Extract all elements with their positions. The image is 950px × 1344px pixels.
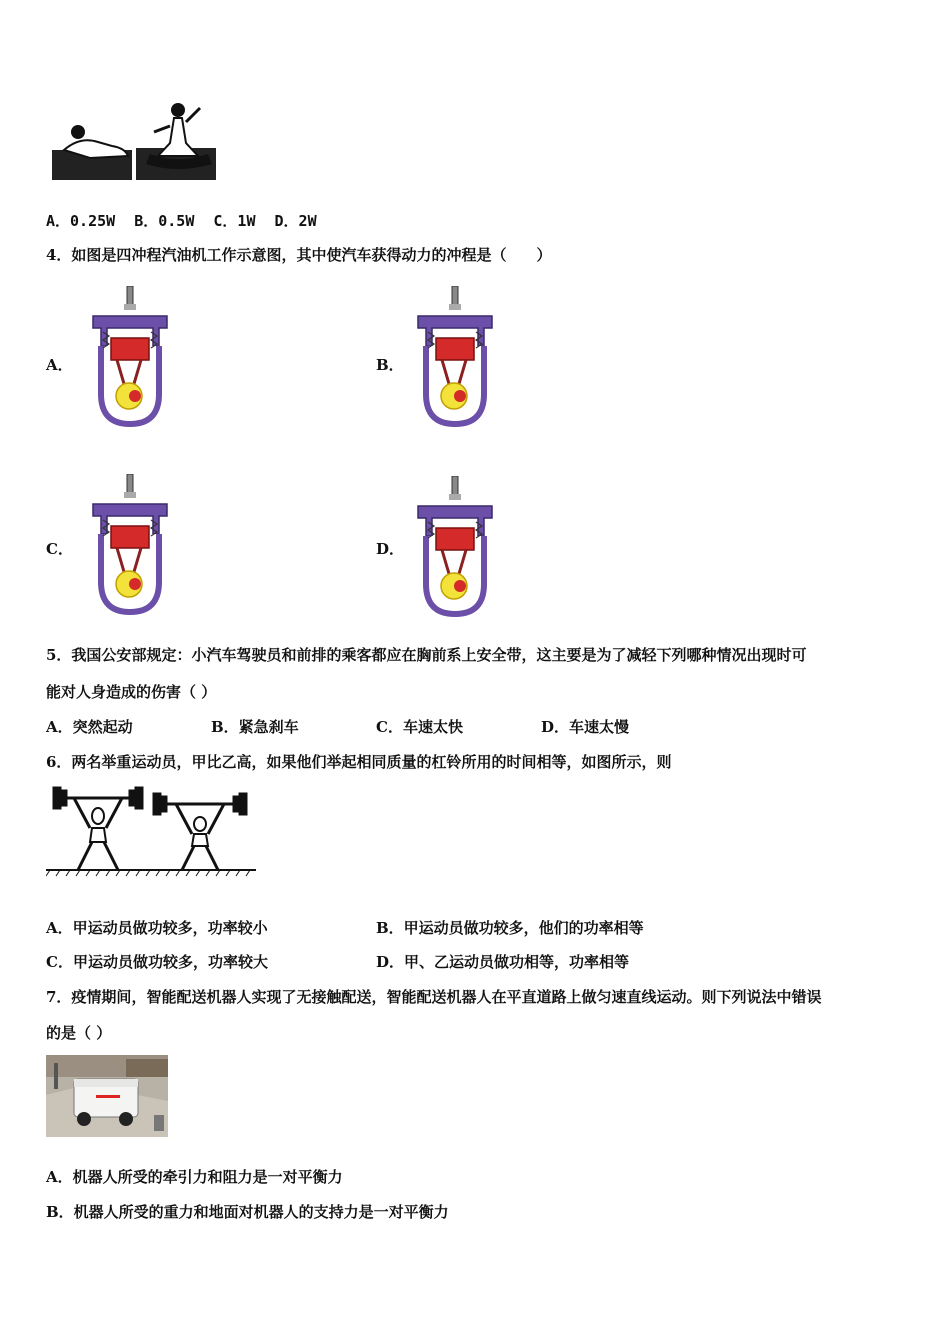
q7-stem-line2: 的是（ ）: [46, 1024, 112, 1042]
q7-stem-line1: 7．疫情期间，智能配送机器人实现了无接触配送，智能配送机器人在平直道路上做匀速直线运动。则下列说法中错误: [46, 988, 822, 1006]
q5-stem-line2: 能对人身造成的伤害（ ）: [46, 683, 217, 701]
q3-options: [46, 211, 317, 231]
q6-option-c[interactable]: C．甲运动员做功较多，功率较大: [46, 953, 268, 971]
q7-option-a[interactable]: A．机器人所受的牵引力和阻力是一对平衡力: [46, 1168, 343, 1186]
q3-figure: [50, 98, 220, 184]
q6-option-d[interactable]: D．甲、乙运动员做功相等，功率相等: [376, 953, 630, 971]
q6-stem: 6．两名举重运动员，甲比乙高，如果他们举起相同质量的杠铃所用的时间相等，如图所示，则: [46, 753, 672, 771]
q6-figure: [46, 782, 258, 878]
q4-engine-b[interactable]: [410, 286, 500, 428]
q4-label-c[interactable]: C．: [46, 540, 73, 558]
q3-option-d[interactable]: D．2W: [274, 212, 317, 230]
q4-label-a[interactable]: A．: [46, 356, 73, 374]
q5-option-a[interactable]: A．突然起动: [46, 718, 133, 736]
q5-option-c[interactable]: C．车速太快: [376, 718, 463, 736]
q6-option-b[interactable]: B．甲运动员做功较多，他们的功率相等: [376, 919, 644, 937]
q6-option-a[interactable]: A．甲运动员做功较多，功率较小: [46, 919, 268, 937]
q4-engine-c[interactable]: [85, 474, 175, 616]
q4-label-b[interactable]: B．: [376, 356, 404, 374]
q4-engine-d[interactable]: [410, 476, 500, 618]
q3-option-b[interactable]: B．0.5W: [134, 212, 195, 230]
q7-robot-photo: [46, 1055, 168, 1137]
q4-engine-a[interactable]: [85, 286, 175, 428]
q5-stem-line1: 5．我国公安部规定：小汽车驾驶员和前排的乘客都应在胸前系上安全带，这主要是为了减轻下列哪种情况出现时可: [46, 646, 807, 664]
q7-option-b[interactable]: B．机器人所受的重力和地面对机器人的支持力是一对平衡力: [46, 1203, 449, 1221]
q4-label-d[interactable]: D．: [376, 540, 405, 558]
q5-option-d[interactable]: D．车速太慢: [541, 718, 630, 736]
q3-option-a[interactable]: A．0.25W: [46, 212, 116, 230]
q4-stem: 4．如图是四冲程汽油机工作示意图，其中使汽车获得动力的冲程是（ ）: [46, 246, 552, 264]
q5-option-b[interactable]: B．紧急刹车: [211, 718, 299, 736]
q3-option-c[interactable]: C．1W: [213, 212, 256, 230]
